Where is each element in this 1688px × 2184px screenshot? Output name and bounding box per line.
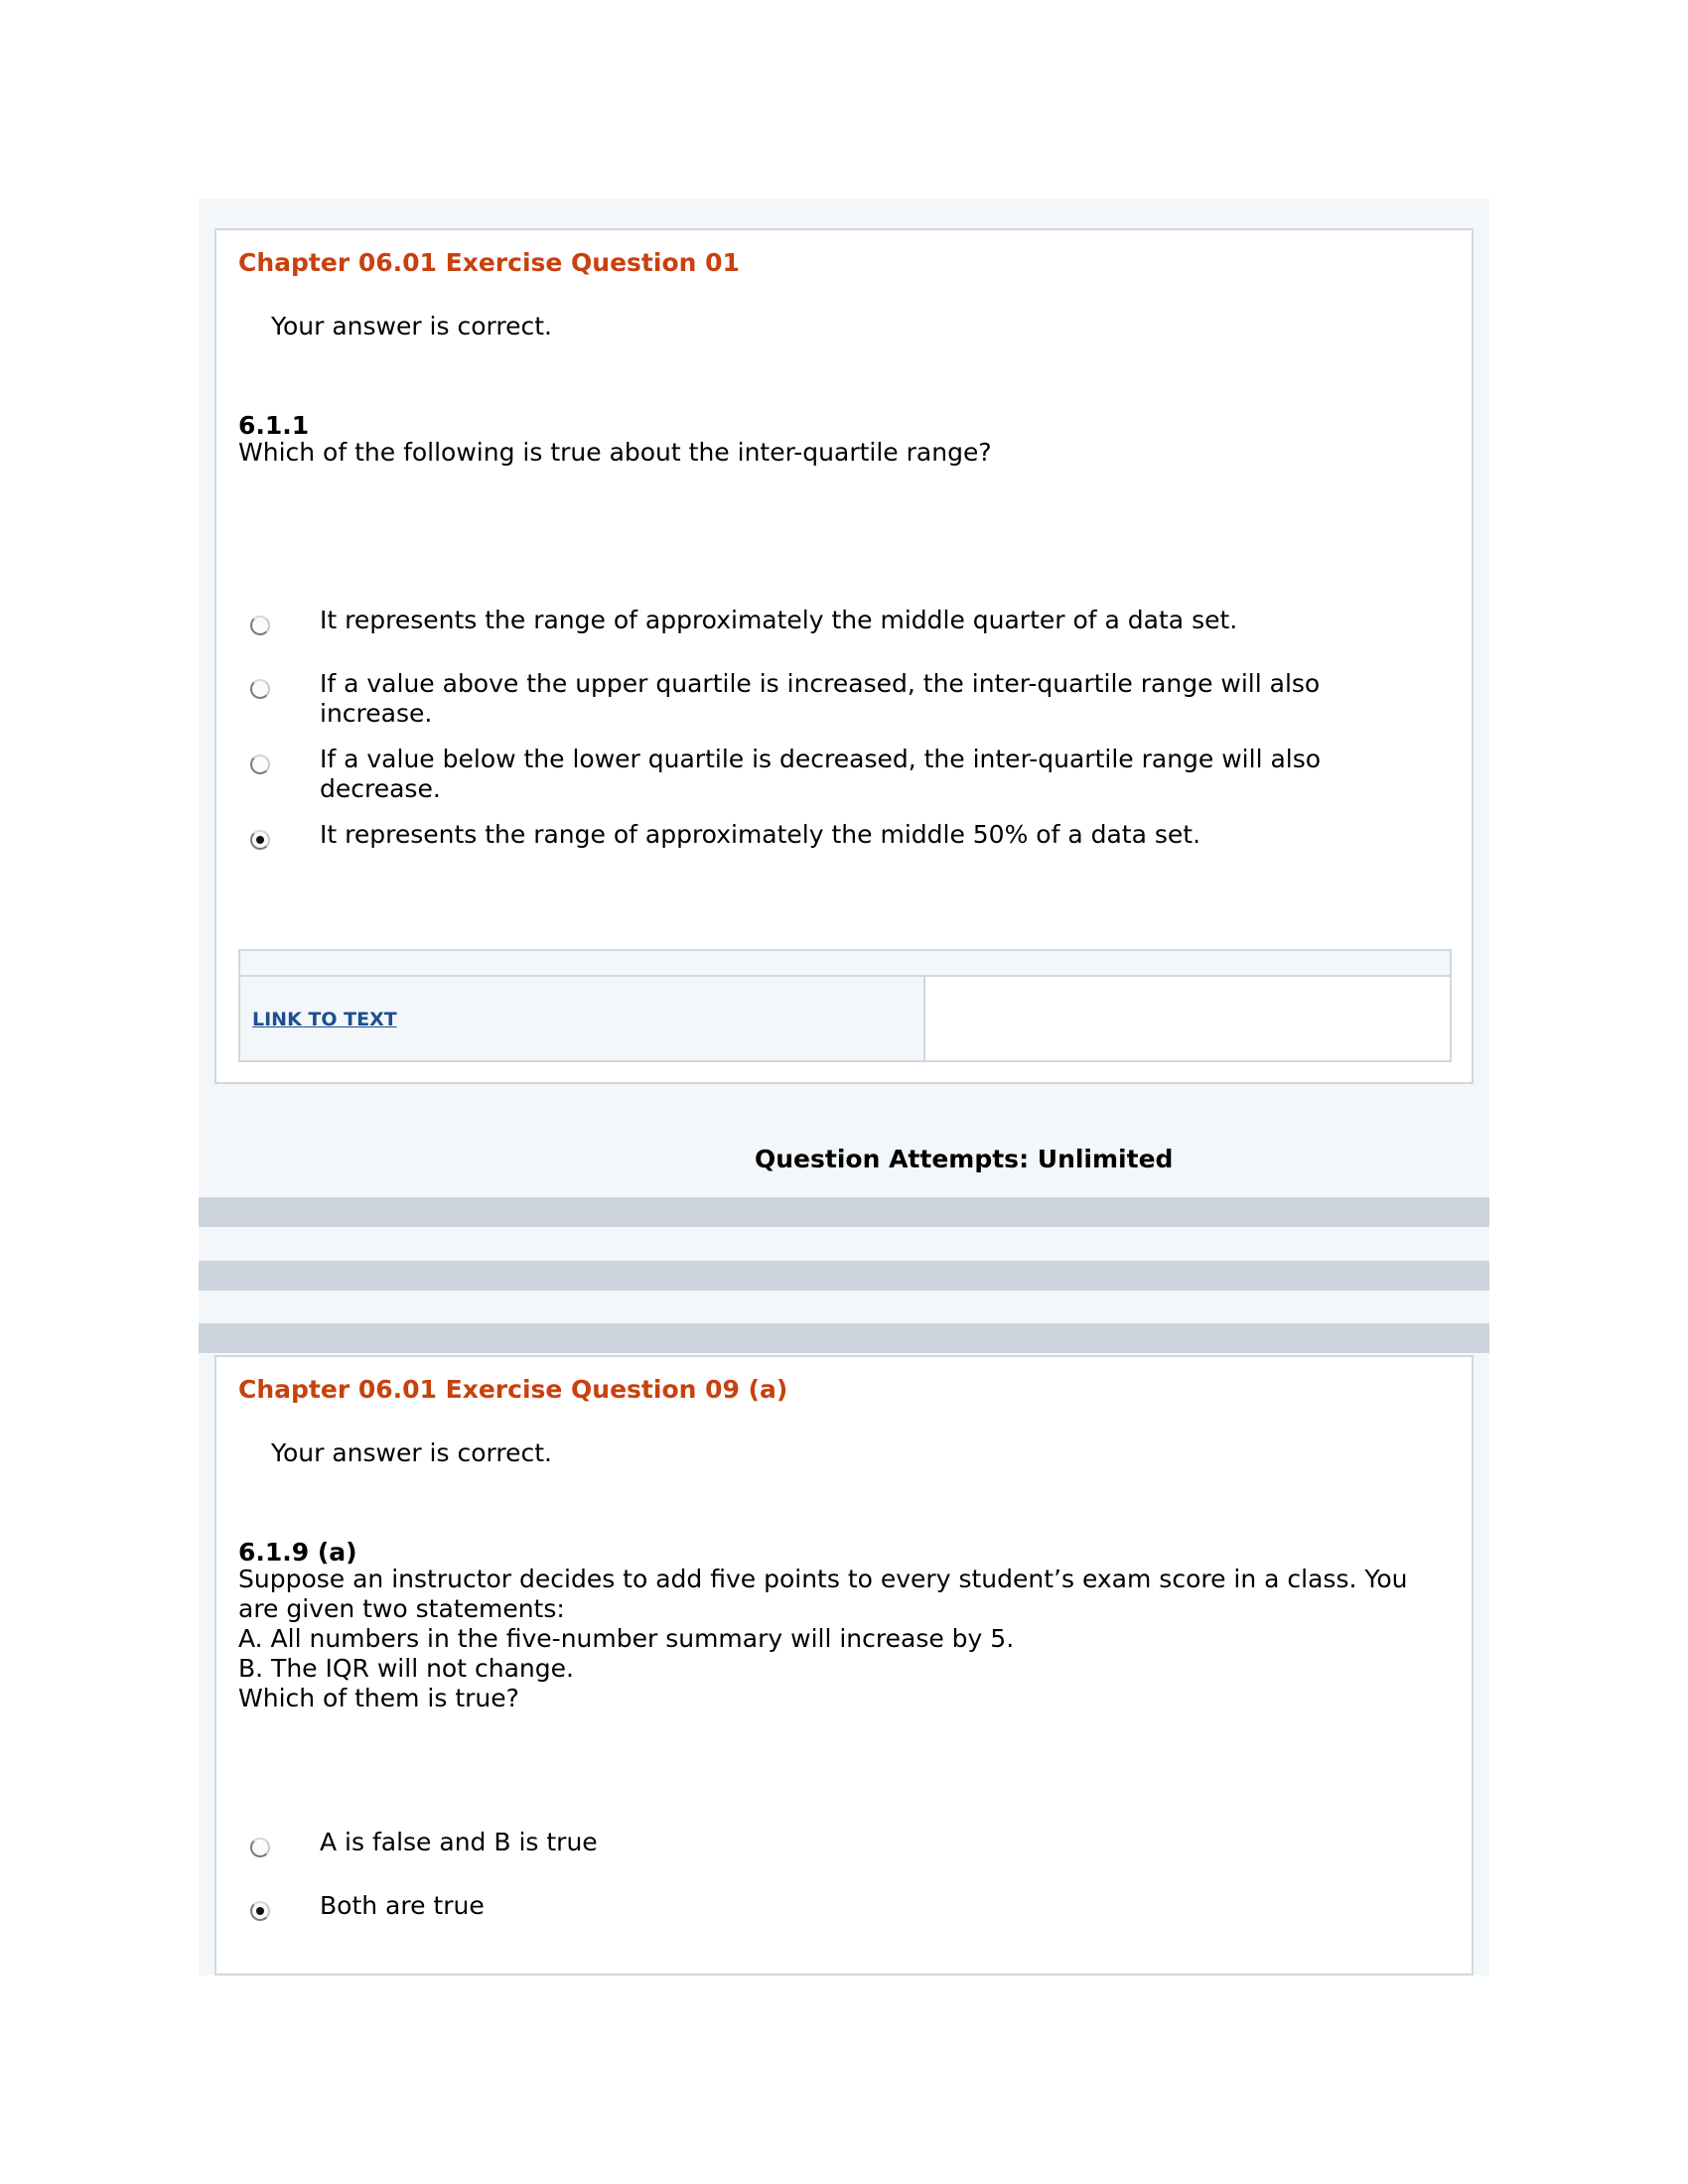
separator-bar <box>199 1261 1489 1291</box>
resources-table <box>238 949 1452 1062</box>
question-title: Chapter 06.01 Exercise Question 09 (a) <box>238 1375 788 1404</box>
separator-bar <box>199 1197 1489 1227</box>
link-to-text[interactable]: LINK TO TEXT <box>252 1009 397 1030</box>
question-title: Chapter 06.01 Exercise Question 01 <box>238 248 740 277</box>
option-label-3: If a value below the lower quartile is decreased, the inter-quartile range will also decrease. <box>320 745 1322 803</box>
question-card-1 <box>214 228 1474 1084</box>
option-radio-4-selected[interactable] <box>250 830 270 850</box>
question-prompt: Suppose an instructor decides to add five points to every student’s exam score in a class. You are given two statements: A. All numbers in the five-number summary will increase by 5. B. The IQR will not change. Which of them is true? <box>238 1565 1408 1712</box>
option-radio-2[interactable] <box>250 679 270 699</box>
question-card-2 <box>214 1355 1474 1976</box>
question-attempts: Question Attempts: Unlimited <box>755 1145 1174 1173</box>
option-radio-2-selected[interactable] <box>250 1901 270 1921</box>
resources-link-cell <box>240 977 925 1060</box>
option-radio-1[interactable] <box>250 615 270 635</box>
option-label-1: A is false and B is true <box>320 1828 598 1856</box>
option-label-4: It represents the range of approximately the middle 50% of a data set. <box>320 820 1201 849</box>
option-label-1: It represents the range of approximately the middle quarter of a data set. <box>320 606 1238 634</box>
answer-feedback: Your answer is correct. <box>271 312 552 341</box>
question-number: 6.1.9 (a) <box>238 1538 357 1567</box>
option-radio-1[interactable] <box>250 1838 270 1857</box>
question-prompt: Which of the following is true about the inter-quartile range? <box>238 438 992 467</box>
resources-table-header <box>240 951 1450 977</box>
resources-empty-cell <box>925 977 1450 1060</box>
option-label-2: If a value above the upper quartile is increased, the inter-quartile range will also increase. <box>320 669 1321 728</box>
option-label-2: Both are true <box>320 1891 485 1920</box>
answer-feedback: Your answer is correct. <box>271 1438 552 1467</box>
question-number: 6.1.1 <box>238 411 310 440</box>
option-radio-3[interactable] <box>250 754 270 774</box>
separator-bar <box>199 1323 1489 1353</box>
